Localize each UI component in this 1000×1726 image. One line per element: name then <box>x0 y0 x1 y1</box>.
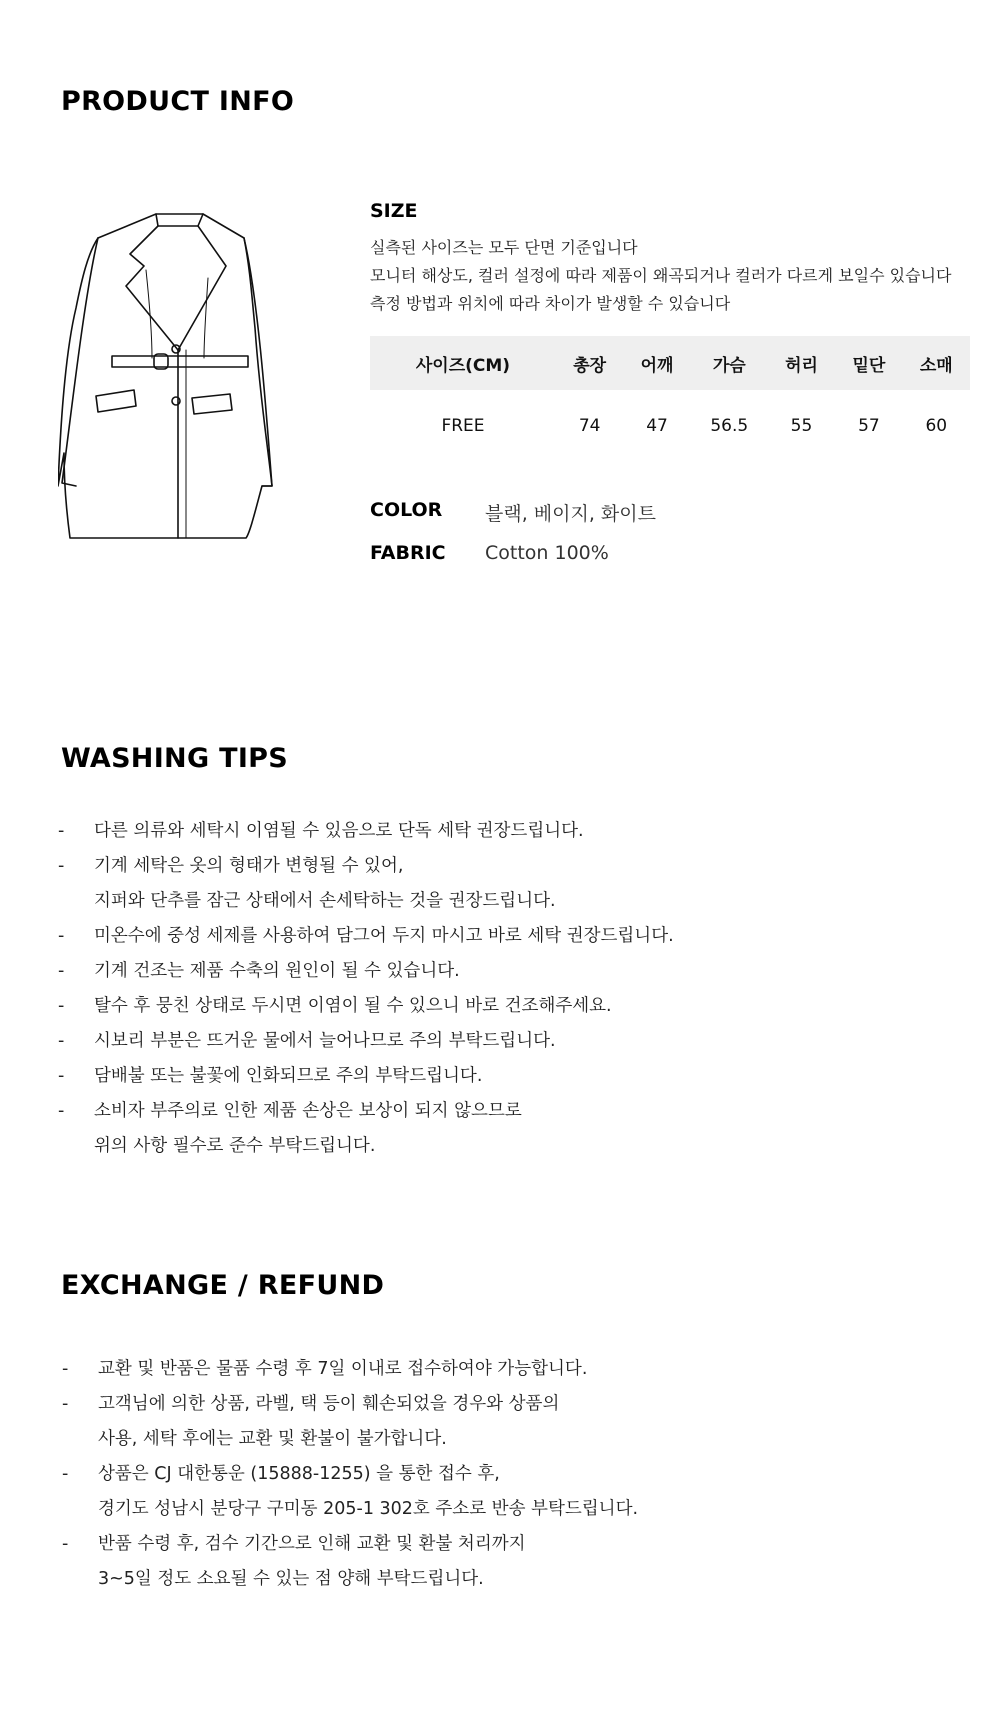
exchange-refund-list <box>62 1352 942 1597</box>
list-item-text: 교환 및 반품은 물품 수령 후 7일 이내로 접수하여야 가능합니다. <box>98 1359 588 1379</box>
product-info-title: PRODUCT INFO <box>61 86 295 117</box>
list-item <box>62 1352 942 1387</box>
list-item <box>58 954 938 989</box>
size-table <box>370 336 970 462</box>
jacket-drawing-icon <box>58 208 304 546</box>
list-item-text: 반품 수령 후, 검수 기간으로 인해 교환 및 환불 처리까지 <box>98 1534 526 1554</box>
size-note: 실측된 사이즈는 모두 단면 기준입니다 <box>370 238 638 257</box>
table-row <box>370 390 970 462</box>
size-table-header: 가슴 <box>691 336 768 390</box>
list-item-text: 다른 의류와 세탁시 이염될 수 있음으로 단독 세탁 권장드립니다. <box>94 821 584 841</box>
size-table-header: 소매 <box>903 336 970 390</box>
list-item-text: 담배불 또는 불꽃에 인화되므로 주의 부탁드립니다. <box>94 1066 483 1086</box>
list-item-text: 기계 세탁은 옷의 형태가 변형될 수 있어, <box>94 856 404 876</box>
list-dash: - <box>62 1359 69 1379</box>
size-table-cell: 57 <box>858 416 880 436</box>
list-item <box>58 849 938 919</box>
size-heading: SIZE <box>370 200 418 222</box>
size-note: 측정 방법과 위치에 따라 차이가 발생할 수 있습니다 <box>370 294 731 313</box>
list-item <box>58 1059 938 1094</box>
size-section <box>370 200 970 462</box>
list-item-text: 미온수에 중성 세제를 사용하여 담그어 두지 마시고 바로 세탁 권장드립니다. <box>94 926 674 946</box>
list-item-text: 위의 사항 필수로 준수 부탁드립니다. <box>94 1136 376 1156</box>
list-dash: - <box>58 926 65 946</box>
list-item-text: 탈수 후 뭉친 상태로 두시면 이염이 될 수 있으니 바로 건조해주세요. <box>94 996 612 1016</box>
list-item-text: 고객님에 의한 상품, 라벨, 택 등이 훼손되었을 경우와 상품의 <box>98 1394 560 1414</box>
size-table-header: 총장 <box>556 336 623 390</box>
list-dash: - <box>58 821 65 841</box>
washing-tips-title: WASHING TIPS <box>61 743 289 774</box>
size-table-cell: FREE <box>441 416 485 436</box>
list-item-text: 시보리 부분은 뜨거운 물에서 늘어나므로 주의 부탁드립니다. <box>94 1031 556 1051</box>
exchange-refund-title: EXCHANGE / REFUND <box>61 1270 385 1301</box>
fabric-label: FABRIC <box>370 542 446 564</box>
size-table-cell: 74 <box>578 416 601 436</box>
list-item-text: 지퍼와 단추를 잠근 상태에서 손세탁하는 것을 권장드립니다. <box>94 891 556 911</box>
list-dash: - <box>58 961 65 981</box>
list-dash: - <box>58 996 65 1016</box>
fabric-value: Cotton 100% <box>485 542 609 564</box>
size-table-header: 밑단 <box>835 336 902 390</box>
list-item <box>58 1094 938 1164</box>
list-item <box>58 989 938 1024</box>
washing-tips-list <box>58 814 938 1164</box>
list-item <box>58 814 938 849</box>
list-item-text: 소비자 부주의로 인한 제품 손상은 보상이 되지 않으므로 <box>94 1101 522 1121</box>
size-table-header: 어깨 <box>623 336 690 390</box>
size-table-header: 허리 <box>768 336 835 390</box>
list-item-text: 경기도 성남시 분당구 구미동 205-1 302호 주소로 반송 부탁드립니다. <box>98 1499 639 1519</box>
color-label: COLOR <box>370 499 443 521</box>
size-table-header-row <box>370 336 970 390</box>
list-dash: - <box>58 1031 65 1051</box>
size-table-cell: 56.5 <box>710 416 749 436</box>
list-item-text: 3~5일 정도 소요될 수 있는 점 양해 부탁드립니다. <box>98 1569 484 1589</box>
list-dash: - <box>58 856 65 876</box>
list-item-text: 사용, 세탁 후에는 교환 및 환불이 불가합니다. <box>98 1429 447 1449</box>
list-item <box>62 1457 942 1527</box>
size-note: 모니터 해상도, 컬러 설정에 따라 제품이 왜곡되거나 컬러가 다르게 보일수 있습니다 <box>370 266 952 285</box>
list-item <box>62 1387 942 1457</box>
list-item <box>58 1024 938 1059</box>
size-table-cell: 60 <box>925 416 948 436</box>
list-dash: - <box>58 1101 65 1121</box>
size-table-cell: 47 <box>646 416 668 436</box>
list-dash: - <box>62 1394 69 1414</box>
list-dash: - <box>62 1464 69 1484</box>
size-table-header: 사이즈(CM) <box>370 336 556 390</box>
color-value: 블랙, 베이지, 화이트 <box>485 503 656 525</box>
list-dash: - <box>62 1534 69 1554</box>
list-item-text: 기계 건조는 제품 수축의 원인이 될 수 있습니다. <box>94 961 460 981</box>
list-dash: - <box>58 1066 65 1086</box>
list-item <box>58 919 938 954</box>
list-item <box>62 1527 942 1597</box>
list-item-text: 상품은 CJ 대한통운 (15888-1255) 을 통한 접수 후, <box>98 1464 500 1484</box>
size-table-cell: 55 <box>790 416 813 436</box>
